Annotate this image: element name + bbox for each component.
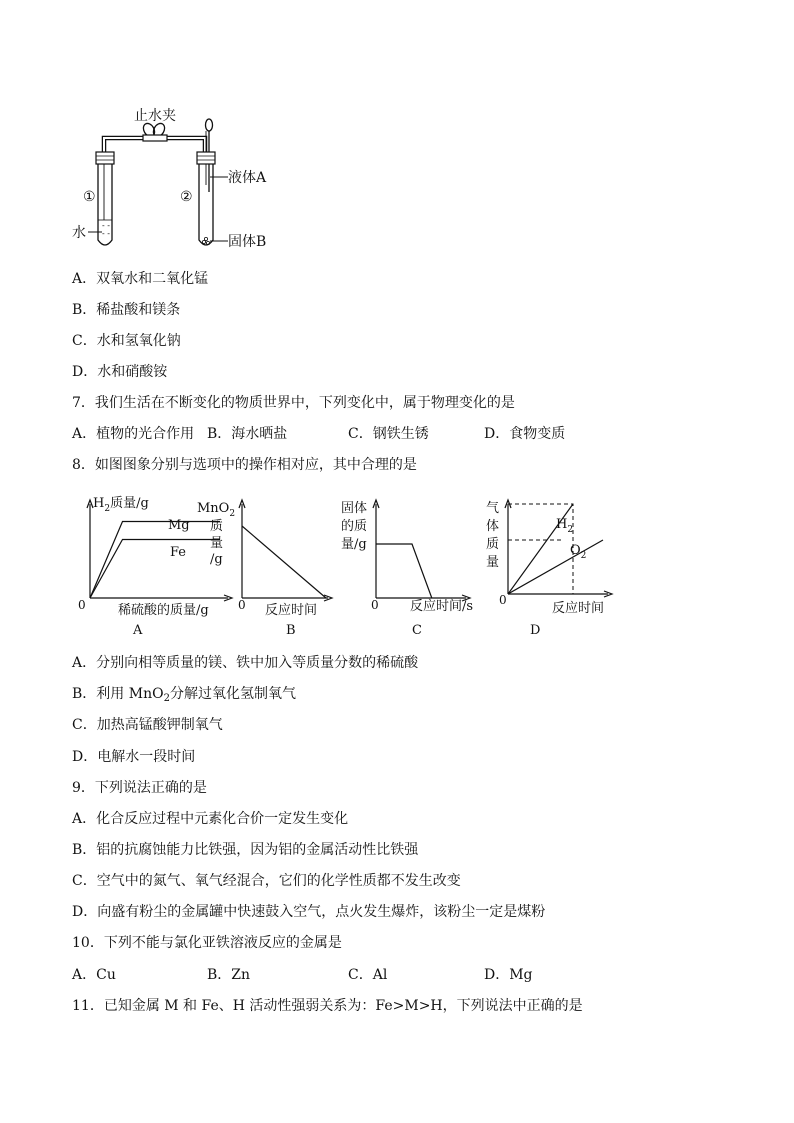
chart-a-origin: 0 (78, 598, 86, 612)
chart-a-line-fe (90, 540, 220, 599)
liquid-a-label: 液体A (228, 170, 267, 186)
chart-c-ylabel-1: 固体 (341, 501, 368, 516)
chart-d-panel-letter: D (530, 623, 541, 638)
chart-a-line-mg (90, 522, 220, 599)
q11-stem: 11．已知金属 M 和 Fe、H 活动性强弱关系为：Fe>M>H，下列说法中正确的是 (72, 998, 583, 1014)
chart-d-line-o2 (508, 540, 603, 594)
q7-option-c[interactable]: C．钢铁生锈 (348, 426, 429, 442)
chart-c-ylabel-2: 的质 (341, 519, 368, 534)
chart-b-ylabel-2: 量 (210, 536, 224, 551)
q8-option-b[interactable]: B．利用 MnO$_2$分解过氧化氢制氧气 (72, 686, 296, 704)
chart-d (486, 500, 612, 638)
chart-c-ylabel-3: 量/g (341, 537, 367, 552)
q8-charts-figure (60, 488, 640, 643)
q8-stem: 8．如图图象分别与选项中的操作相对应，其中合理的是 (72, 457, 417, 473)
chart-d-ylabel-1: 气 (486, 501, 500, 516)
chart-b-panel-letter: B (286, 623, 296, 638)
chart-c-origin: 0 (371, 598, 379, 612)
chart-d-origin: 0 (499, 593, 507, 607)
q9-option-b[interactable]: B．铝的抗腐蚀能力比铁强，因为铝的金属活动性比铁强 (72, 842, 419, 858)
chart-a-label-fe: Fe (170, 545, 187, 560)
q6-option-d[interactable]: D．水和硝酸铵 (72, 364, 168, 380)
chart-a (78, 496, 232, 638)
chart-a-xlabel: 稀硫酸的质量/g (118, 603, 209, 618)
q6-option-b[interactable]: B．稀盐酸和镁条 (72, 302, 181, 318)
q8-option-c[interactable]: C．加热高锰酸钾制氧气 (72, 717, 223, 733)
apparatus-figure (70, 100, 290, 260)
q10-option-a[interactable]: A．Cu (72, 967, 116, 983)
q7-option-a[interactable]: A．植物的光合作用 (72, 426, 195, 442)
chart-c (341, 500, 473, 638)
solid-b-label: 固体B (228, 234, 267, 250)
q9-stem: 9．下列说法正确的是 (72, 780, 207, 796)
chart-a-panel-letter: A (133, 623, 143, 638)
svg-text:- -: - - (102, 221, 110, 230)
q10-option-b[interactable]: B．Zn (207, 967, 251, 983)
clamp-label: 止水夹 (134, 108, 176, 124)
q6-option-a[interactable]: A．双氧水和二氧化锰 (72, 271, 209, 287)
chart-b-origin: 0 (238, 598, 246, 612)
q8-option-d[interactable]: D．电解水一段时间 (72, 749, 196, 765)
chart-c-line (376, 544, 432, 598)
water-label: 水 (72, 225, 86, 241)
q8-option-a[interactable]: A．分别向相等质量的镁、铁中加入等质量分数的稀硫酸 (72, 655, 419, 671)
tube-2-number: ② (180, 189, 193, 205)
chart-c-xlabel: 反应时间/s (410, 599, 474, 614)
tube-1-number: ① (83, 189, 96, 205)
chart-d-xlabel: 反应时间 (552, 601, 605, 616)
chart-b-ylabel: MnO$_2$ (197, 501, 236, 519)
q9-option-a[interactable]: A．化合反应过程中元素化合价一定发生变化 (72, 811, 349, 827)
chart-c-panel-letter: C (412, 623, 422, 638)
chart-d-label-o2: $O_2$ (570, 543, 587, 561)
q10-option-c[interactable]: C．Al (348, 967, 388, 983)
q10-stem: 10．下列不能与氯化亚铁溶液反应的金属是 (72, 935, 342, 951)
chart-d-label-h2: $H_2$ (556, 517, 574, 535)
q9-option-c[interactable]: C．空气中的氮气、氧气经混合，它们的化学性质都不发生改变 (72, 873, 461, 889)
chart-b (197, 500, 332, 638)
chart-d-ylabel-2: 体 (486, 519, 500, 534)
q9-option-d[interactable]: D．向盛有粉尘的金属罐中快速鼓入空气，点火发生爆炸，该粉尘一定是煤粉 (72, 904, 546, 920)
chart-d-ylabel-4: 量 (486, 555, 500, 570)
svg-text:- -: - - (102, 229, 110, 238)
q7-stem: 7．我们生活在不断变化的物质世界中，下列变化中，属于物理变化的是 (72, 395, 515, 411)
q6-option-c[interactable]: C．水和氢氧化钠 (72, 333, 181, 349)
q7-option-b[interactable]: B．海水晒盐 (207, 426, 288, 442)
chart-d-ylabel-3: 质 (486, 537, 500, 552)
chart-b-ylabel-3: /g (210, 552, 223, 567)
chart-b-ylabel-1: 质 (210, 519, 224, 534)
chart-b-xlabel: 反应时间 (265, 603, 318, 618)
q7-option-d[interactable]: D．食物变质 (484, 426, 566, 442)
chart-a-label-mg: Mg (168, 518, 190, 533)
q10-option-d[interactable]: D．Mg (484, 967, 533, 983)
chart-a-ylabel: $H_2$质量/g (93, 496, 149, 514)
chart-b-line (242, 526, 326, 598)
pinch-clamp-icon (141, 121, 167, 141)
